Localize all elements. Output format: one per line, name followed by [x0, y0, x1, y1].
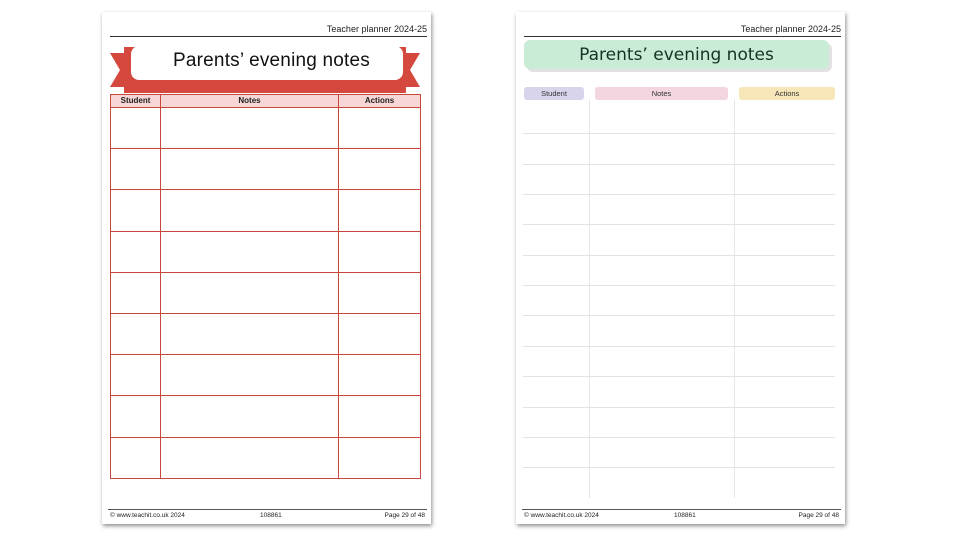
footer-copyright: © www.teachit.co.uk 2024 [524, 512, 599, 519]
footer-copyright: © www.teachit.co.uk 2024 [110, 512, 185, 519]
column-header-notes: Notes [595, 87, 728, 100]
row-line [523, 467, 835, 468]
footer-page-number: Page 29 of 48 [798, 512, 839, 519]
page-footer [108, 509, 427, 519]
column-header-actions: Actions [339, 95, 421, 108]
table-row [111, 231, 421, 272]
column-header-actions: Actions [739, 87, 835, 100]
page-title: Parents’ evening notes [524, 40, 829, 69]
page-footer [522, 509, 841, 519]
table-row [111, 437, 421, 478]
footer-code: 108861 [260, 512, 282, 519]
column-divider [589, 100, 590, 498]
column-divider [734, 100, 735, 498]
table-row [111, 190, 421, 231]
footer-code: 108861 [674, 512, 696, 519]
row-line [523, 285, 835, 286]
column-header-student: Student [111, 95, 161, 108]
column-header-student: Student [524, 87, 584, 100]
column-header-notes: Notes [161, 95, 339, 108]
row-line [523, 437, 835, 438]
table-row [111, 313, 421, 354]
table-row [111, 355, 421, 396]
page-title: Parents’ evening notes [173, 50, 370, 71]
footer-page-number: Page 29 of 48 [384, 512, 425, 519]
notes-table [110, 94, 421, 479]
row-line [523, 255, 835, 256]
row-line [523, 315, 835, 316]
row-line [523, 407, 835, 408]
table-row [111, 396, 421, 437]
table-row [111, 149, 421, 190]
planner-header: Teacher planner 2024-25 [110, 24, 427, 37]
row-line [523, 194, 835, 195]
row-line [523, 133, 835, 134]
planner-page-red [102, 12, 431, 524]
table-row [111, 272, 421, 313]
table-row [111, 108, 421, 149]
row-line [523, 164, 835, 165]
row-line [523, 376, 835, 377]
row-line [523, 224, 835, 225]
planner-page-pastel [516, 12, 845, 524]
row-line [523, 346, 835, 347]
planner-header: Teacher planner 2024-25 [524, 24, 841, 37]
